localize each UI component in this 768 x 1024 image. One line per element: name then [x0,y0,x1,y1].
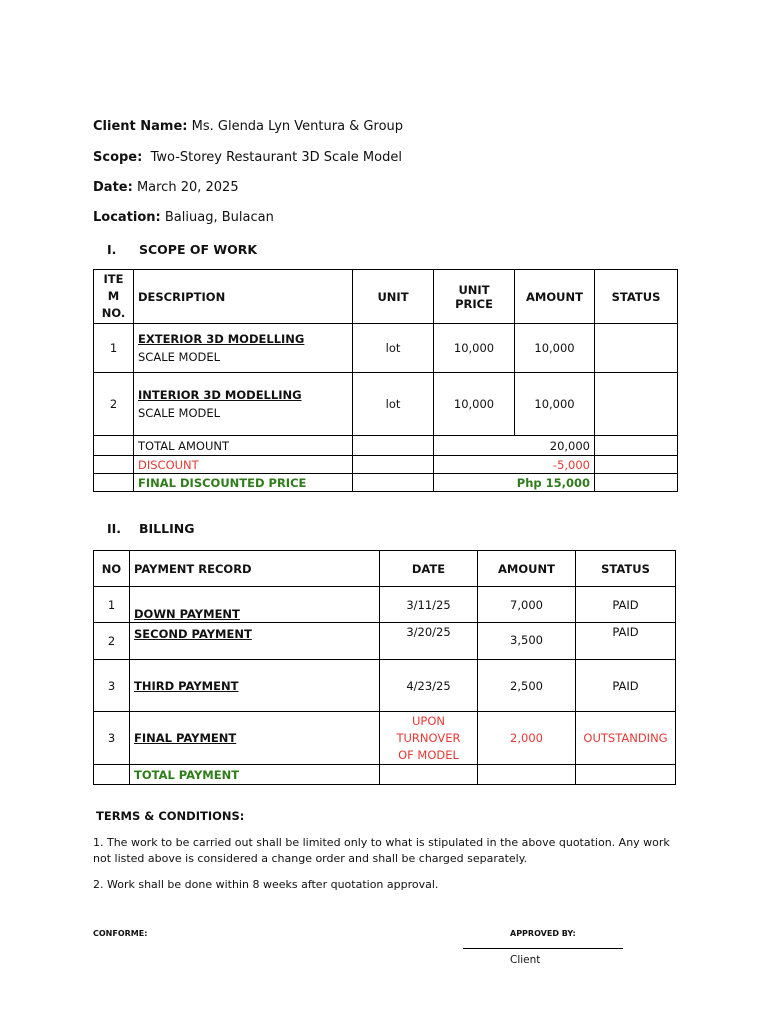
header-unit-price: UNIT PRICE [434,270,515,324]
row-item-no: 1 [94,324,134,373]
total-amount-value: 20,000 [434,436,595,456]
total-payment-row [94,765,676,785]
discount-value: -5,000 [434,456,595,474]
discount-row [94,456,678,474]
billing-table [93,550,676,785]
section-scope-of-work-heading [107,242,257,257]
table-row [94,660,676,712]
row-no: 2 [94,623,130,660]
row-description [134,324,353,373]
client-signature-label: Client [510,954,541,966]
row-payment-record: THIRD PAYMENT [130,660,380,712]
row-payment-record: DOWN PAYMENT [130,587,380,623]
row-status: PAID [576,587,676,623]
total-amount-label: TOTAL AMOUNT [134,436,353,456]
scope-label: Scope: [93,150,143,165]
total-amount-row [94,436,678,456]
header-payment-record: PAYMENT RECORD [130,551,380,587]
terms-item-2: 2. Work shall be done within 8 weeks after quotation approval. [93,878,439,891]
row-status: OUTSTANDING [576,712,676,765]
final-price-value: Php 15,000 [434,474,595,492]
row-amount: 7,000 [478,587,576,623]
row-date: UPON TURNOVER OF MODEL [380,712,478,765]
header-amount: AMOUNT [515,270,595,324]
scope-line [93,150,402,165]
header-date: DATE [380,551,478,587]
header-status: STATUS [595,270,678,324]
table-row [94,324,678,373]
row-payment-record: FINAL PAYMENT [130,712,380,765]
row-no: 3 [94,712,130,765]
client-name-label: Client Name: [93,119,188,134]
location-value: Baliuag, Bulacan [164,210,274,225]
client-name-line [93,119,403,134]
table-row [94,712,676,765]
scope-table-header-row [94,270,678,324]
row-item-no: 2 [94,373,134,436]
row-amount: 10,000 [515,324,595,373]
row-date: 3/11/25 [380,587,478,623]
row-description-sub: SCALE MODEL [138,350,221,364]
section-title: SCOPE OF WORK [139,242,258,257]
scope-value: Two-Storey Restaurant 3D Scale Model [150,150,402,165]
row-description [134,373,353,436]
terms-title: TERMS & CONDITIONS: [96,809,245,823]
date-line [93,180,239,195]
date-label: Date: [93,180,133,195]
row-amount: 3,500 [478,623,576,660]
header-no: NO [94,551,130,587]
total-payment-label: TOTAL PAYMENT [130,765,380,785]
table-row [94,623,676,660]
final-price-label: FINAL DISCOUNTED PRICE [134,474,353,492]
conforme-label: CONFORME: [93,929,148,938]
row-unit: lot [353,373,434,436]
location-line [93,210,274,225]
row-description-sub: SCALE MODEL [138,406,221,420]
date-value: March 20, 2025 [136,180,239,195]
signature-line [463,948,623,949]
final-price-row [94,474,678,492]
header-item-no: ITE M NO. [94,270,134,324]
row-amount: 10,000 [515,373,595,436]
header-description: DESCRIPTION [134,270,353,324]
row-status: PAID [576,660,676,712]
row-no: 1 [94,587,130,623]
row-status [595,324,678,373]
section-number: I. [107,242,117,257]
row-date: 3/20/25 [380,623,478,660]
row-unit: lot [353,324,434,373]
row-status [595,373,678,436]
row-no: 3 [94,660,130,712]
table-row [94,587,676,623]
header-unit: UNIT [353,270,434,324]
row-payment-record: SECOND PAYMENT [130,623,380,660]
header-status: STATUS [576,551,676,587]
client-name-value: Ms. Glenda Lyn Ventura & Group [191,119,404,134]
row-description-title: EXTERIOR 3D MODELLING [138,332,305,346]
header-amount: AMOUNT [478,551,576,587]
section-billing-heading [107,521,194,536]
scope-table [93,269,678,492]
section-number: II. [107,521,122,536]
terms-item-1: 1. The work to be carried out shall be limited only to what is stipulated in the above quotation. Any work not listed above is considered a change order and shall be charged separately. [93,836,670,865]
row-status: PAID [576,623,676,660]
discount-label: DISCOUNT [134,456,353,474]
approved-by-label: APPROVED BY: [510,929,576,938]
row-unit-price: 10,000 [434,373,515,436]
row-unit-price: 10,000 [434,324,515,373]
billing-table-header-row [94,551,676,587]
section-title: BILLING [139,521,195,536]
location-label: Location: [93,210,161,225]
row-amount: 2,000 [478,712,576,765]
row-date: 4/23/25 [380,660,478,712]
row-amount: 2,500 [478,660,576,712]
table-row [94,373,678,436]
row-description-title: INTERIOR 3D MODELLING [138,388,302,402]
